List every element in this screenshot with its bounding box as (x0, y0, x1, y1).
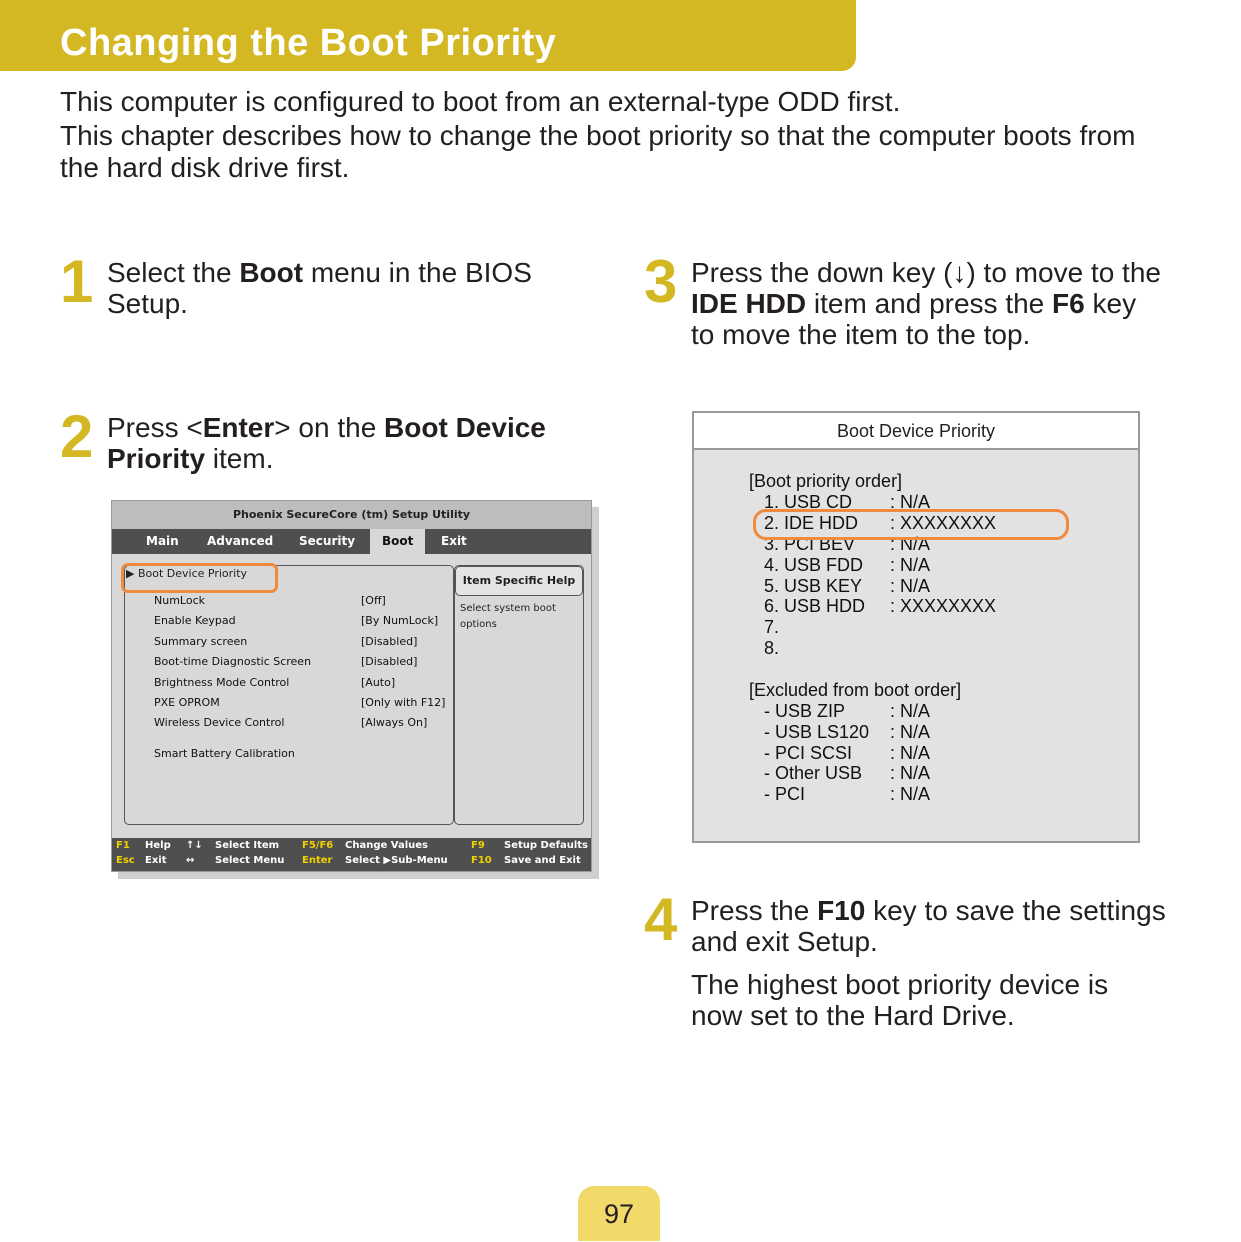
bios-menu-exit[interactable]: Exit (441, 534, 467, 548)
bios-menu-boot[interactable]: Boot (370, 529, 425, 554)
help-text: Select system boot options (460, 603, 556, 630)
key-select-menu-label: Select Menu (215, 855, 285, 866)
excluded-value: : N/A (890, 784, 931, 804)
key-enter: Enter (302, 855, 333, 866)
step-2-text-a: Press < (107, 412, 203, 443)
step-4-text (691, 895, 1166, 957)
bios-row-value[interactable]: [Only with F12] (361, 696, 446, 709)
step-3-text (691, 257, 1161, 350)
step-2-bold-b: Boot Device (384, 412, 546, 443)
bios-row-value[interactable]: [Disabled] (361, 635, 418, 648)
key-exit-label: Exit (145, 855, 167, 866)
bios-menu-advanced[interactable]: Advanced (207, 534, 274, 548)
bios-menu-security[interactable]: Security (299, 534, 356, 548)
step-4-note-b: now set to the Hard Drive. (691, 1000, 1015, 1031)
bios-row-value[interactable]: [By NumLock] (361, 614, 439, 627)
step-2-text-c: item. (205, 443, 274, 474)
bios-row-label[interactable]: Boot-time Diagnostic Screen (154, 655, 312, 668)
step-2-bold-c: Priority (107, 443, 206, 474)
excluded-value: : N/A (890, 763, 931, 783)
highlight-oval (121, 563, 278, 593)
excluded-item[interactable]: - PCI (764, 784, 806, 804)
boot-order-value: : N/A (890, 534, 931, 554)
bios-title: Phoenix SecureCore (tm) Setup Utility (112, 501, 591, 529)
leftright-arrows-icon: ↔ (186, 855, 195, 866)
step-4-text-c: and exit Setup. (691, 926, 878, 957)
key-help-label: Help (145, 840, 171, 851)
step-3-text-d: to move the item to the top. (691, 319, 1031, 350)
boot-order-item[interactable]: 4. USB FDD (764, 555, 864, 575)
help-title: Item Specific Help (455, 566, 583, 596)
bios-menu-main[interactable]: Main (146, 534, 179, 548)
bios-row-label[interactable]: Summary screen (154, 635, 248, 648)
highlight-oval (753, 509, 1069, 540)
key-change-values-label: Change Values (345, 840, 428, 851)
step-2-number: 2 (60, 403, 94, 470)
intro-line-2b: the hard disk drive first. (60, 152, 350, 183)
boot-order-item[interactable]: 3. PCI BEV (764, 534, 856, 554)
step-4-note-a: The highest boot priority device is (691, 969, 1109, 1000)
page-title: Changing the Boot Priority (60, 22, 557, 64)
step-4-text-a: Press the (691, 895, 818, 926)
boot-order-value: : N/A (890, 492, 931, 512)
intro-line-1: This computer is configured to boot from an external-type ODD first. (60, 86, 901, 117)
page-number: 97 (578, 1186, 660, 1241)
boot-device-priority-screen (692, 411, 1140, 843)
bios-row-value[interactable]: [Always On] (361, 716, 428, 729)
boot-order-item[interactable]: 6. USB HDD (764, 596, 866, 616)
key-f9: F9 (471, 840, 485, 851)
bios-row-label[interactable]: PXE OPROM (154, 696, 220, 709)
excluded-item[interactable]: - Other USB (764, 763, 863, 783)
intro-line-2a: This chapter describes how to change the boot priority so that the computer boots from (60, 120, 1136, 151)
excluded-item[interactable]: - USB LS120 (764, 722, 870, 742)
excluded-value: : N/A (890, 701, 931, 721)
step-1-bold: Boot (239, 257, 304, 288)
bios-row-value[interactable]: [Auto] (361, 676, 396, 689)
key-save-exit-label: Save and Exit (504, 855, 581, 866)
bios-row-label[interactable]: Smart Battery Calibration (154, 747, 295, 760)
boot-order-value: : N/A (890, 576, 931, 596)
boot-order-item[interactable]: 7. (764, 617, 780, 637)
excluded-heading: [Excluded from boot order] (749, 680, 962, 700)
step-4-text-b: key to save the settings (865, 895, 1166, 926)
bios-menubar (112, 529, 591, 554)
step-1-text-b: menu in the BIOS (303, 257, 532, 288)
key-f5f6: F5/F6 (302, 840, 334, 851)
submenu-arrow-icon: ▶ (126, 567, 135, 580)
step-3-text-b: item and press the (806, 288, 1053, 319)
boot-order-item[interactable]: 8. (764, 638, 780, 658)
step-2-text (107, 412, 546, 474)
bios-setup-screenshot (111, 500, 592, 872)
step-3-bold-a: IDE HDD (691, 288, 807, 319)
boot-order-item[interactable]: 1. USB CD (764, 492, 853, 512)
key-f10: F10 (471, 855, 492, 866)
bios-row-value[interactable]: [Disabled] (361, 655, 418, 668)
bios-row-label[interactable]: Enable Keypad (154, 614, 236, 627)
step-4-number: 4 (644, 886, 678, 953)
key-setup-defaults-label: Setup Defaults (504, 840, 588, 851)
bios-row-label[interactable]: Brightness Mode Control (154, 676, 290, 689)
bdp-title: Boot Device Priority (694, 413, 1138, 450)
excluded-value: : N/A (890, 722, 931, 742)
step-3-text-a: Press the down key (↓) to move to the (691, 257, 1161, 288)
bios-footer (112, 838, 591, 871)
key-esc: Esc (116, 855, 135, 866)
step-3-number: 3 (644, 248, 678, 315)
key-select-submenu-label: Select ▶Sub-Menu (345, 855, 448, 866)
bios-options-panel (124, 565, 454, 825)
key-select-item-label: Select Item (215, 840, 280, 851)
step-3-text-c: key (1084, 288, 1137, 319)
bios-help-panel (454, 565, 584, 825)
excluded-value: : N/A (890, 743, 931, 763)
excluded-item[interactable]: - PCI SCSI (764, 743, 853, 763)
boot-device-priority-label: Boot Device Priority (137, 567, 248, 580)
step-1-number: 1 (60, 248, 94, 315)
excluded-item[interactable]: - USB ZIP (764, 701, 846, 721)
updown-arrows-icon: ↑↓ (186, 840, 203, 851)
boot-order-item[interactable]: 5. USB KEY (764, 576, 863, 596)
step-1-text-c: Setup. (107, 288, 188, 319)
step-3-bold-b: F6 (1052, 288, 1085, 319)
step-2-text-b: > on the (274, 412, 385, 443)
boot-order-value: : N/A (890, 555, 931, 575)
bios-row-label[interactable]: NumLock (154, 594, 205, 607)
boot-order-heading: [Boot priority order] (749, 471, 903, 491)
boot-order-item[interactable]: 2. IDE HDD (764, 513, 859, 533)
boot-order-value: : XXXXXXXX (890, 596, 997, 616)
bios-row-value[interactable]: [Off] (361, 594, 386, 607)
title-banner (0, 0, 856, 71)
step-2-bold-a: Enter (202, 412, 275, 443)
key-f1: F1 (116, 840, 130, 851)
step-4-bold: F10 (817, 895, 866, 926)
step-4-note (691, 969, 1108, 1031)
step-1-text-a: Select the (107, 257, 240, 288)
bios-row-label[interactable]: Wireless Device Control (154, 716, 285, 729)
boot-order-value: : XXXXXXXX (890, 513, 997, 533)
step-1-text (107, 257, 532, 319)
